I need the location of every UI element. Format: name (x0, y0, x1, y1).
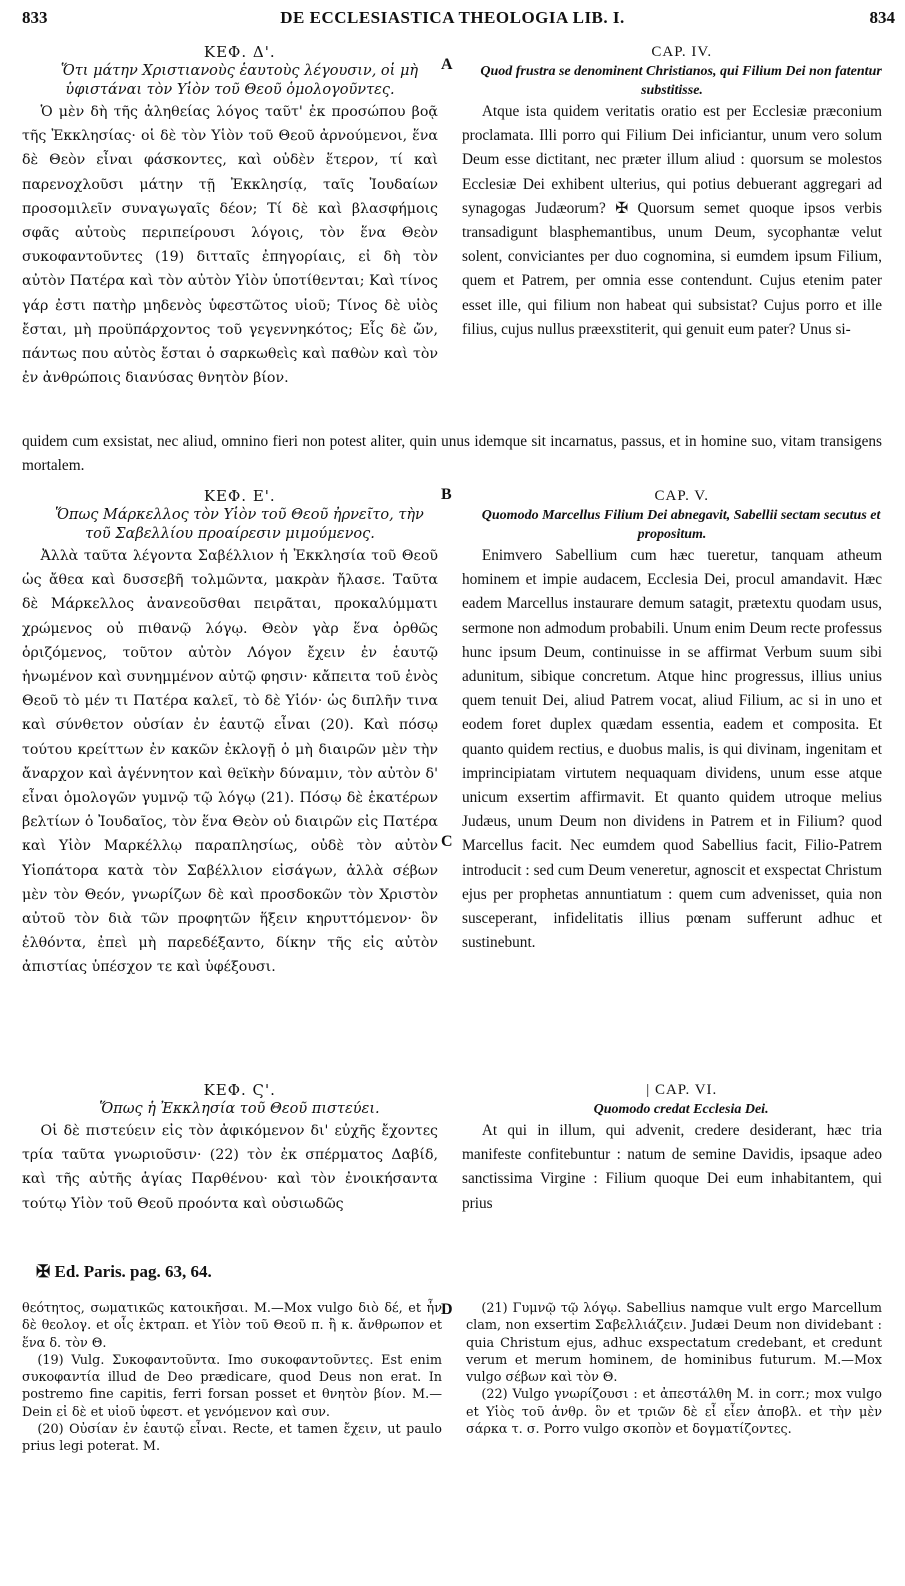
page-header (0, 8, 905, 38)
latin-spanning-text: quidem cum exsistat, nec aliud, omnino fieri non potest aliter, quin unus idemque sit incarnatus, passus, et in homine suo, vitam transigens mortalem. (22, 433, 882, 474)
latin-chapter-6-title: | CAP. VI. (646, 1082, 718, 1098)
latin-chapter-4-subtitle: Quod frustra se denominent Christianos, qui Filium Dei non fatentur substitisse. (480, 64, 882, 98)
section-marker-a: A (441, 56, 453, 73)
page-number-right: 834 (869, 8, 895, 27)
footnote: (20) Οὐσίαν ἐν ἑαυτῷ εἶναι. Recte, et tamen ἔχειν, ut paulo prius legi poterat. M. (22, 1422, 442, 1455)
latin-chapter-5-title: CAP. V. (654, 488, 709, 504)
footnotes-right (466, 1300, 882, 1438)
greek-chapter-4-title: ΚΕΦ. Δ'. (203, 43, 276, 61)
latin-chapter-6 (462, 1080, 882, 1216)
latin-chapter-5-subtitle: Quomodo Marcellus Filium Dei abnegavit, Sabellii sectam secutus et propositum. (481, 508, 881, 542)
footnote: (19) Vulg. Συκοφαντοῦντα. Imo συκοφαντοῦντες. Est enim συκοφαντία illud de Deo prædicare, quod Deus non erat. In postremo fine capitis, ferri forsan posset et θνητὸν βίον. M.—Dein εἰ δὲ et υἱοῦ ὑφεστ. et γενόμενον καὶ συν. (22, 1352, 442, 1420)
greek-chapter-6 (22, 1080, 438, 1216)
greek-chapter-5-title: ΚΕΦ. Ε'. (203, 487, 276, 505)
greek-chapter-5-subtitle: Ὅπως Μάρκελλος τὸν Υἱὸν τοῦ Θεοῦ ἠρνεῖτο, τὴν τοῦ Σαβελλίου προαίρεσιν μιμούμενος. (54, 507, 424, 542)
footnote: θεότητος, σωματικῶς κατοικῆσαι. M.—Mox vulgo διὸ δέ, et ἦν δὲ θεολογ. et οἷς ἐκτραπ. et Υἱὸν τοῦ Θεοῦ π. ἢ κ. ἄνθρωπον et ἕνα δ. τὸν Θ. (22, 1301, 442, 1351)
footnote: (22) Vulgo γνωρίζουσι : et ἀπεστάλθη M. in corr.; mox vulgo et Υἱὸς τοῦ ἀνθρ. ὃν et τριῶν δὲ εἶ εἶεν ἀποβλ. et τὴν μὲν σάρκα τ. σ. Porro vulgo σκοπὸν et δογματίζοντες. (466, 1387, 882, 1438)
greek-chapter-5-text: Ἀλλὰ ταῦτα λέγοντα Σαβέλλιον ἡ Ἐκκλησία τοῦ Θεοῦ ὡς ἄθεα καὶ δυσσεβῆ τολμῶντα, μακρὰν ἤλασε. Ταῦτα δὲ Μάρκελλος ἀνανεοῦσθαι πειρᾶται, προκαλύμματι χρώμενος οὐ πιθανῷ λόγῳ. Θεὸν γὰρ ἕνα ὀρθῶς ὁριζόμενος, τοῦτον αὐτὸν Λόγον ἔχειν ἐν ἑαυτῷ ἡνωμένον καὶ συνημμένον αὐτῷ φησιν· κἄπειτα τοῦ ἑνὸς Θεοῦ τὸ μέν τι Πατέρα καλεῖ, τὸ δὲ Υἱόν· ὡς διπλῆν τινα καὶ σύνθετον οὐσίαν ἐν ἑαυτῷ εἶναι (20). Καὶ πόσῳ τούτου κρείττων ἐν κακῶν ἐκλογῇ ὁ μὴ διαιρῶν μὲν τὴν ἄναρχον καὶ ἀγέννητον καὶ θεϊκὴν δύναμιν, τὸν αὐτὸν δ' εἶναι ὁμολογῶν γυμνῷ τῷ λόγῳ (21). Πόσῳ δὲ ἑκατέρων βελτίων ὁ Ἰουδαῖος, τὸν ἕνα Θεὸν οὐ διαιρῶν εἰς Πατέρα καὶ Υἱὸν Μαρκέλλῳ παραπλησίως, οὐδὲ τὸν αὐτὸν Υἱοπάτορα κατὰ τὸν Σαβέλλιον εἰσάγων, ἀλλὰ σέβων μὲν τὸν Θεόν, γνωρίζων δὲ καὶ προσδοκῶν τὸν Χριστὸν αὐτοῦ τὸν διὰ τῶν προφητῶν ἥξειν κηρυττόμενον· ὃν ἐλθόντα, ἐπεὶ μὴ παρεδέξαντο, δίκην τῆς εἰς αὐτὸν ἀπιστίας ὑπέσχον τε καὶ ὑφέξουσι. (22, 548, 438, 976)
section-marker-b: B (441, 486, 452, 503)
latin-chapter-4-title: CAP. IV. (651, 44, 713, 60)
greek-chapter-4-text: Ὁ μὲν δὴ τῆς ἀληθείας λόγος ταῦτ' ἐκ προσώπου βοᾷ τῆς Ἐκκλησίας· οἱ δὲ τὸν Υἱὸν τοῦ Θεοῦ ἀρνούμενοι, ἕνα δὲ Θεὸν εἶναι φάσκοντες, καὶ οὐδὲν ἕτερον, τί καὶ παρενοχλοῦσι μάτην τῇ Ἐκκλησίᾳ, ταῖς Ἰουδαίων προσομιλεῖν συναγωγαῖς δέον; Τί δὲ καὶ βλασφήμοις σφᾶς αὐτοὺς περιπείρουσι λόγοις, τὸν ἕνα Θεὸν συκοφαντοῦντες (19) διτταῖς ἐπηγορίαις, εἰ δὴ τὸν αὐτὸν Πατέρα καὶ τὸν αὐτὸν Υἱὸν ὑποτίθενται; Καὶ τίνος γάρ ἐστι πατὴρ μηδενὸς ὑφεστῶτος υἱοῦ; Τίνος δὲ υἱὸς ἔσται, μὴ προϋπάρχοντος τοῦ γεγεννηκότος; Εἷς δὲ ὤν, πάντως που αὐτὸς ἔσται ὁ σαρκωθεὶς καὶ παθὼν καὶ τὸν ἐν ἀνθρώποις διανύσας θνητὸν βίον. (22, 104, 438, 387)
footnotes-left (22, 1300, 442, 1456)
greek-chapter-4-subtitle: Ὅτι μάτην Χριστιανοὺς ἑαυτοὺς λέγουσιν, οἱ μὴ ὑφιστάναι τὸν Υἱὸν τοῦ Θεοῦ ὁμολογοῦντες. (60, 63, 419, 98)
latin-chapter-4 (462, 42, 882, 342)
page-number-left: 833 (22, 8, 48, 27)
edition-note: ✠ Ed. Paris. pag. 63, 64. (36, 1262, 212, 1281)
footnote: (21) Γυμνῷ τῷ λόγῳ. Sabellius namque vult ergo Marcellum clam, non exsertim Σαβελλιάζειν. Judæi Deum non dividebant : quia Christum ejus, adhuc exspectatum credebant, et credunt verum et merum hominem, de hominibus futurum. M.—Mox vulgo σέβων καὶ τὸν Θ. (466, 1301, 882, 1386)
greek-chapter-4 (22, 42, 438, 390)
latin-chapter-6-subtitle: Quomodo credat Ecclesia Dei. (593, 1102, 769, 1117)
running-title: DE ECCLESIASTICA THEOLOGIA LIB. I. (280, 8, 625, 27)
section-marker-d: D (441, 1301, 453, 1318)
greek-chapter-6-title: ΚΕΦ. Ϛ'. (203, 1081, 276, 1099)
latin-chapter-6-text: At qui in illum, qui advenit, credere desiderant, hæc tria manifeste confitebuntur : natum de semine Davidis, ipsaque adeo sanctissima Virgine : Filium quoque Dei eum inhabitantem, qui prius (462, 1122, 882, 1212)
greek-chapter-6-subtitle: Ὅπως ἡ Ἐκκλησία τοῦ Θεοῦ πιστεύει. (99, 1101, 380, 1117)
latin-chapter-5 (462, 486, 882, 955)
greek-chapter-5 (22, 486, 438, 980)
latin-chapter-5-text: Enimvero Sabellium cum hæc tueretur, tanquam atheum hominem et impie audacem, Ecclesia Dei, procul amandavit. Hæc eadem Marcellus instaurare demum satagit, prætextu quodam usus, sermone non admodum probabili. Unum enim Deum recte professus hunc ipsum Deum, continuisse in se affirmat Verbum suum sibi adunitum, sibique concretum. Atque hinc progressus, illius unius quem tenuit Dei, aliud Patrem vocat, aliud Filium, ac si in uno et eodem foret duplex quædam essentia, eadem et composita. Et quanto quidem rectius, e duobus malis, is qui divinam, ingenitam et imprincipiatam virtutem nequaquam dividens, unum esse atque unicum exsertim affirmavit. Et quanto quidem utroque melius Judæus, unum Deum non dividens in Patrem et in Filium? quod Marcellus facit. Nec eumdem quod Sabellius facit, Filio-Patrem introducit : sed cum Deum veneretur, agnoscit et exspectat Christum ejus per prophetas annuntiatum : quem cum advenisset, quia non susceperant, infidelitatis illius pœnam sufferunt adhuc et sustinebunt. (462, 547, 882, 952)
greek-chapter-6-text: Οἱ δὲ πιστεύειν εἰς τὸν ἀφικόμενον δι' εὐχῆς ἔχοντες τρία ταῦτα γνωριοῦσιν· (22) τὸν ἐκ σπέρματος Δαβίδ, καὶ τῆς αὐτῆς ἁγίας Παρθένου· καὶ τὸν ἐνοικήσαντα τούτῳ Υἱὸν τοῦ Θεοῦ προόντα καὶ οὐσιωδῶς (22, 1123, 438, 1212)
section-marker-c: C (441, 833, 453, 850)
latin-chapter-4-text: Atque ista quidem veritatis oratio est per Ecclesiæ præconium proclamata. Illi porro qui Filium Dei inficiantur, unum vero solum Deum esse dictitant, nec præter illum aliud : quorsum se molestos Ecclesiæ Dei exhibent ulterius, qui potius debuerant aggregari ad synagogas Judæorum? ✠ Quorsum semet quoque ipsos verbis transadigunt blasphemantibus, unum Deum, sycophantæ velut solent, conviciantes per duo cognomina, si eumdem ipsum Filium, quem et Patrem, per omnia esse contendunt. Cujus etenim pater esset ille, qui filium non habeat qui subsistat? Cujus porro et ille filius, cujus nullus præexstiterit, qui genuit eum pater? Unus si- (462, 103, 882, 338)
